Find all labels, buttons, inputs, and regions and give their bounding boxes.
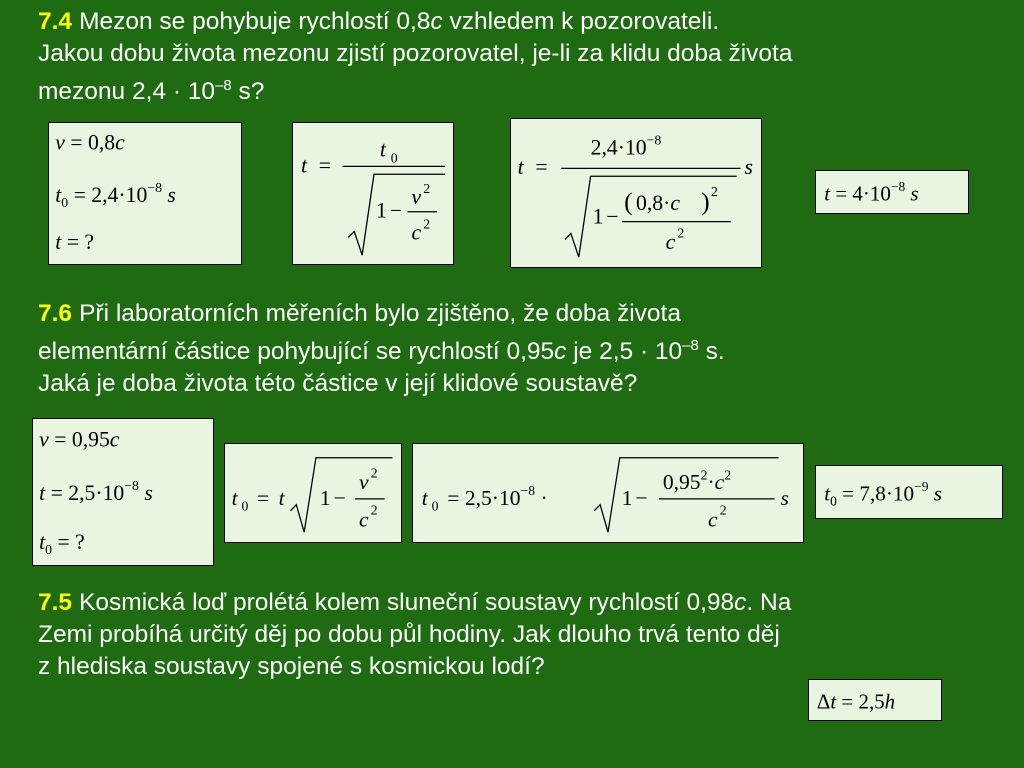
svg-text:t: t — [421, 485, 428, 510]
svg-text:= 2,5·10−8 ·: = $2,5\cdot 10^{-8}$ · — [447, 482, 548, 510]
svg-text:t0 = 7,8·10−9 s: $t_0 = 7,8\cdot 10^{-9}$ s — [824, 479, 943, 509]
svg-text:2: 2 — [710, 183, 718, 199]
problem-line: Zemi probíhá určitý děj po dobu půl hodiny. Jak dlouho trvá tento děj — [38, 621, 780, 648]
svg-text:t = 2,5·10−8 s: $t = 2,5\cdot 10^{-8}$ s — [39, 478, 153, 505]
problem-number: 7.4 — [38, 8, 73, 35]
problem-7-5-text — [38, 587, 1008, 683]
problem-line: Jaká je doba života této částice v její klidové soustavě? — [38, 370, 638, 398]
problem-line: mezonu $2,4 \cdot 10^{-8}$ s? — [38, 77, 265, 106]
p74-result-svg — [816, 171, 968, 213]
svg-text:=: = — [318, 153, 332, 178]
p76-result-box — [815, 465, 1003, 519]
svg-text:0: 0 — [241, 498, 249, 514]
svg-text:2: 2 — [423, 216, 431, 232]
svg-text:2: 2 — [423, 181, 431, 197]
problem-7-6-text — [38, 298, 1008, 400]
p76-substitution-svg — [413, 444, 803, 542]
svg-text:1: 1 — [621, 485, 633, 510]
svg-text:c: c — [411, 220, 422, 245]
p76-given-svg — [33, 419, 213, 565]
svg-text:2: 2 — [370, 502, 378, 518]
svg-text:Δt = 2,5h: Δt = 2,5h — [816, 689, 896, 714]
svg-text:1: 1 — [375, 198, 387, 223]
p75-result-box — [808, 679, 942, 721]
problem-7-4-text — [38, 6, 1008, 108]
svg-text:v: v — [359, 470, 369, 495]
svg-text:c: c — [707, 507, 718, 532]
svg-text:−: − — [635, 485, 648, 510]
svg-text:t: t — [517, 155, 524, 180]
problem-line: 7.4 Mezon se pohybuje rychlostí 0,8c vzhledem k pozorovateli. — [38, 8, 720, 35]
p76-given-box — [32, 418, 214, 566]
p76-formula-box — [224, 443, 402, 543]
svg-text:t = ?: t = ? — [55, 230, 95, 255]
p76-substitution-box — [412, 443, 804, 543]
svg-text:0: 0 — [431, 498, 439, 514]
svg-text:t0 = 2,4·10−8 s: $t_0 = 2,4\cdot 10^{-8}$ s — [55, 180, 176, 210]
p76-formula-svg — [225, 444, 401, 542]
svg-text:c: c — [665, 230, 676, 255]
svg-text:v = 0,95c: v = 0,95c — [39, 427, 120, 452]
svg-text:−: − — [606, 204, 619, 229]
svg-text:0,8·c: 0,8·c — [636, 190, 680, 215]
p74-substitution-box — [510, 118, 762, 268]
svg-text:0: 0 — [390, 150, 398, 166]
svg-text:1: 1 — [592, 204, 604, 229]
p74-result-box — [815, 170, 969, 214]
svg-text:2: 2 — [719, 502, 727, 518]
svg-text:(: ( — [624, 186, 633, 216]
svg-text:t0 = ?: $t_0$ = ? — [39, 530, 85, 558]
svg-text:−: − — [389, 198, 402, 223]
svg-text:1: 1 — [319, 485, 331, 510]
problem-line: 7.5 Kosmická loď prolétá kolem sluneční soustavy rychlostí 0,98c. Na — [38, 589, 792, 616]
svg-text:t: t — [301, 153, 308, 178]
p75-result-svg — [809, 680, 941, 720]
svg-text:v = 0,8c: v = 0,8c — [55, 130, 125, 155]
svg-text:0,952·c2: $0,95^2\cdot c^2$ — [662, 467, 732, 495]
p74-substitution-svg — [511, 119, 761, 267]
problem-number: 7.6 — [38, 300, 73, 327]
svg-text:c: c — [359, 507, 369, 532]
problem-number: 7.5 — [38, 589, 73, 616]
p74-formula-box — [292, 122, 454, 265]
problem-line: Jakou dobu života mezonu zjistí pozorovatel, je-li za klidu doba života — [38, 40, 793, 67]
p74-given-box — [48, 122, 242, 265]
svg-text:): ) — [701, 186, 710, 216]
svg-text:t: t — [231, 485, 238, 510]
svg-text:=: = — [535, 155, 548, 180]
svg-text:=: = — [257, 485, 270, 510]
problem-line: elementární částice pohybující se rychlostí 0,95c je $2,5 \cdot 10^{-8}$ s. — [38, 337, 725, 366]
problem-line: z hlediska soustavy spojené s kosmickou lodí? — [38, 653, 545, 680]
svg-text:t: t — [379, 137, 386, 162]
p74-formula-svg — [293, 123, 453, 264]
svg-text:−: − — [333, 485, 346, 510]
svg-text:v: v — [411, 184, 422, 209]
svg-text:s: s — [780, 485, 789, 510]
p74-given-svg — [49, 123, 241, 264]
svg-text:t: t — [278, 485, 285, 510]
svg-text:2,4·10−8: $2,4\cdot 10^{-8}$ — [590, 132, 662, 160]
p76-result-svg — [816, 466, 1002, 518]
svg-text:t = 4·10−8 s: $t = 4\cdot 10^{-8}$ s — [824, 179, 919, 206]
problem-line: 7.6 Při laboratorních měřeních bylo zjištěno, že doba života — [38, 300, 681, 327]
svg-text:2: 2 — [677, 225, 685, 241]
svg-text:2: 2 — [370, 465, 378, 481]
svg-text:s: s — [744, 155, 753, 180]
